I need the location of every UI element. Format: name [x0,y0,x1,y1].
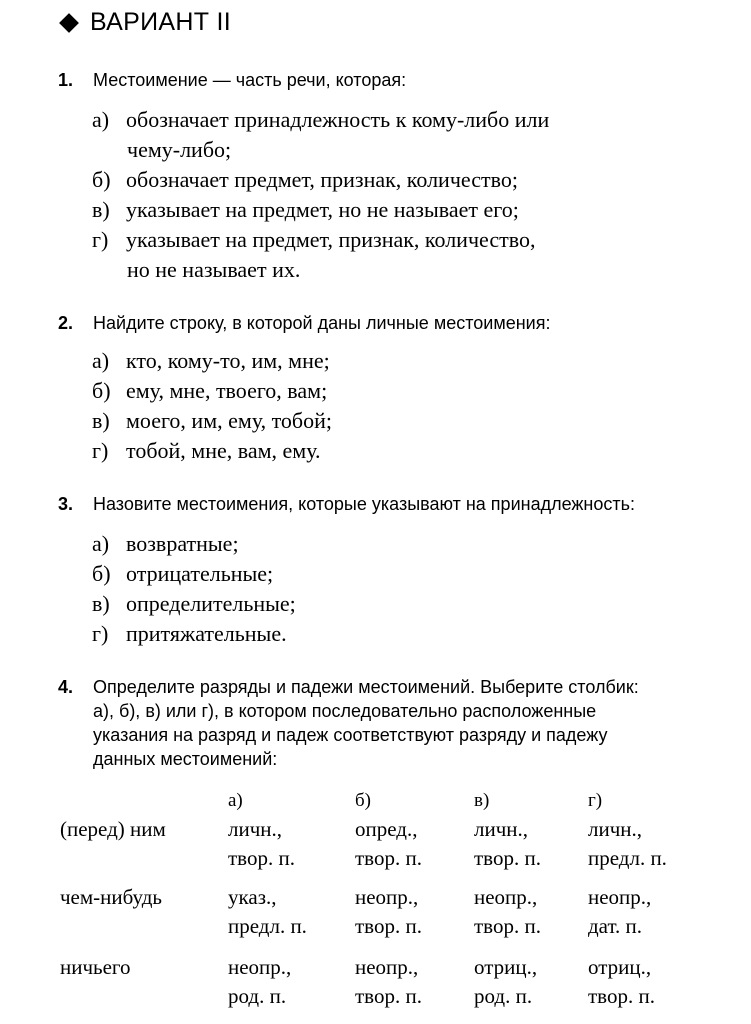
variant-header [62,8,231,37]
q2-option-v [92,406,332,435]
question-2-number: 2. [58,313,74,333]
q1-option-g [92,225,535,254]
table-cell: неопр., [355,955,419,979]
q1-option-a-continuation: чему-либо; [127,137,232,162]
option-letter: в) [92,197,110,222]
option-letter: г) [92,438,109,463]
table-cell: род. п. [474,984,533,1008]
table-cell: неопр., [228,955,292,979]
q1-option-v [92,195,519,224]
row-label: ничьего [60,955,131,979]
option-letter: в) [92,408,110,433]
q2-option-a [92,346,330,375]
question-4-line: Определите разряды и падежи местоимений. Выберите столбик: [93,677,639,697]
option-text: тобой, мне, вам, ему. [126,438,321,463]
table-cell: предл. п. [228,914,307,938]
q3-option-b [92,559,273,588]
table-cell: предл. п. [588,846,667,870]
table-cell: твор. п. [474,914,541,938]
q3-option-g [92,619,287,648]
q1-option-a [92,105,549,134]
option-letter: б) [92,561,111,586]
option-text: возвратные; [126,531,239,556]
row-label: (перед) ним [60,817,166,841]
table-cell: дат. п. [588,914,643,938]
question-4-line: данных местоимений: [93,749,278,769]
table-cell: личн., [588,817,643,841]
option-letter: б) [92,378,111,403]
option-letter: а) [92,107,110,132]
option-letter: а) [92,348,110,373]
table-cell: личн., [474,817,529,841]
option-letter: а) [92,531,110,556]
option-text: указывает на предмет, но не называет его; [126,197,519,222]
option-text: определительные; [126,591,296,616]
option-text: отрицательные; [126,561,274,586]
q1-option-g-continuation: но не называет их. [127,257,301,282]
table-cell: твор. п. [355,914,422,938]
question-3-number: 3. [58,494,74,514]
question-2-text: Найдите строку, в которой даны личные местоимения: [93,313,551,333]
option-letter: г) [92,621,109,646]
column-header-a: а) [228,790,243,811]
option-text: обозначает предмет, признак, количество; [126,167,518,192]
diamond-bullet-icon [59,13,79,33]
option-letter: б) [92,167,111,192]
column-header-b: б) [355,790,371,811]
table-cell: неопр., [474,885,538,909]
row-label: чем-нибудь [60,885,162,909]
q2-option-g [92,436,321,465]
option-letter: г) [92,227,109,252]
q1-option-b [92,165,518,194]
question-4-text [93,675,698,771]
table-cell: указ., [228,885,277,909]
option-text: ему, мне, твоего, вам; [126,378,328,403]
option-text: указывает на предмет, признак, количество, [126,227,536,252]
question-4-number: 4. [58,677,74,697]
table-cell: твор. п. [355,984,422,1008]
q3-option-a [92,529,239,558]
table-cell: твор. п. [588,984,655,1008]
column-header-g: г) [588,790,603,811]
question-3-text: Назовите местоимения, которые указывают на принадлежность: [93,494,636,514]
table-cell: неопр., [588,885,652,909]
q2-option-b [92,376,327,405]
q3-option-v [92,589,296,618]
option-text: притяжательные. [126,621,287,646]
option-text: моего, им, ему, тобой; [126,408,333,433]
option-text: обозначает принадлежность к кому-либо или [126,107,550,132]
table-cell: твор. п. [355,846,422,870]
table-cell: неопр., [355,885,419,909]
option-letter: в) [92,591,110,616]
table-cell: твор. п. [474,846,541,870]
variant-title: ВАРИАНТ II [90,8,232,36]
question-1-text: Местоимение — часть речи, которая: [93,70,407,90]
table-cell: отриц., [474,955,538,979]
question-4-line: а), б), в) или г), в котором последовательно расположенные [93,701,597,721]
table-cell: отриц., [588,955,652,979]
table-cell: личн., [228,817,283,841]
question-1-number: 1. [58,70,74,90]
table-cell: род. п. [228,984,287,1008]
table-cell: опред., [355,817,418,841]
question-4-line: указания на разряд и падеж соответствуют разряду и падежу [93,725,608,745]
table-cell: твор. п. [228,846,295,870]
column-header-v: в) [474,790,490,811]
option-text: кто, кому-то, им, мне; [126,348,330,373]
